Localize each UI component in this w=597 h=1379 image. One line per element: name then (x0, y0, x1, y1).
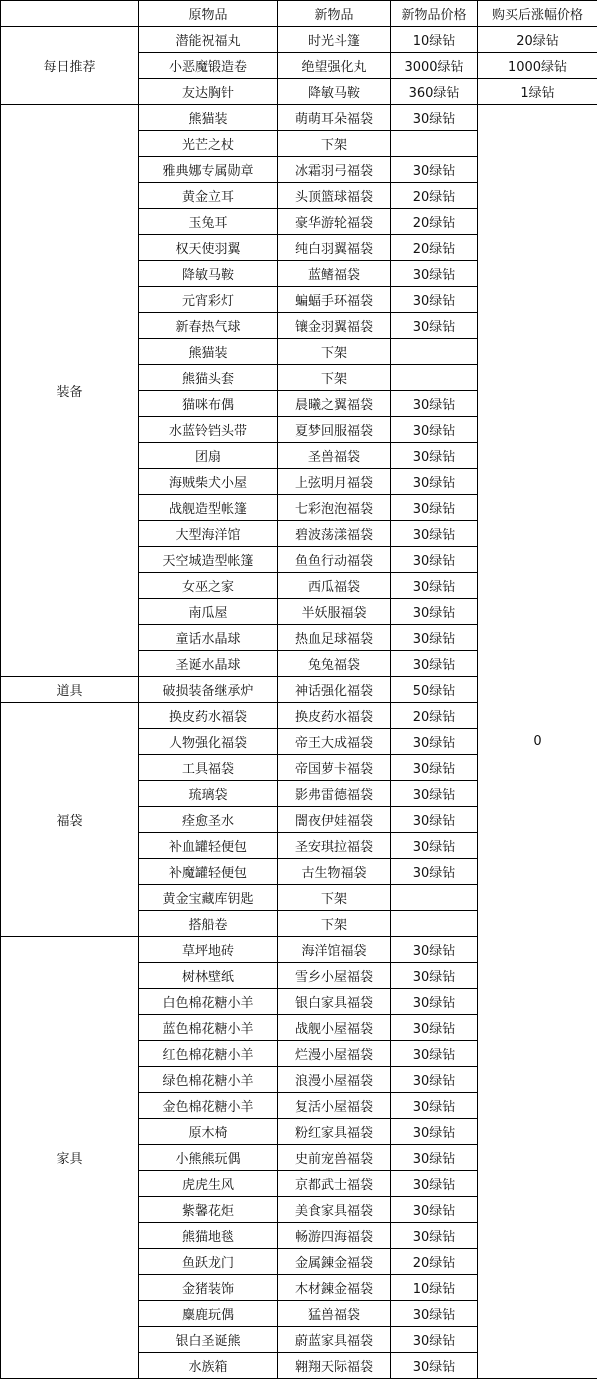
original-item-cell: 搭船卷 (139, 911, 278, 937)
new-price-cell: 10绿钻 (391, 1275, 478, 1301)
new-price-cell (391, 365, 478, 391)
new-price-cell: 30绿钻 (391, 287, 478, 313)
new-item-cell: 时光斗篷 (278, 27, 391, 53)
new-item-cell: 碧波荡漾福袋 (278, 521, 391, 547)
original-item-cell: 琉璃袋 (139, 781, 278, 807)
new-price-cell: 30绿钻 (391, 937, 478, 963)
table-body (1, 27, 597, 1379)
original-item-cell: 紫馨花炬 (139, 1197, 278, 1223)
new-item-cell: 战舰小屋福袋 (278, 1015, 391, 1041)
original-item-cell: 补血罐轻便包 (139, 833, 278, 859)
new-price-cell: 3000绿钻 (391, 53, 478, 79)
original-item-cell: 草坪地砖 (139, 937, 278, 963)
original-item-cell: 水族箱 (139, 1353, 278, 1379)
new-item-cell: 热血足球福袋 (278, 625, 391, 651)
new-item-cell: 畅游四海福袋 (278, 1223, 391, 1249)
category-cell: 道具 (1, 677, 139, 703)
new-item-cell: 烂漫小屋福袋 (278, 1041, 391, 1067)
original-item-cell: 小恶魔锻造卷 (139, 53, 278, 79)
new-item-cell: 萌萌耳朵福袋 (278, 105, 391, 131)
original-item-cell: 原木椅 (139, 1119, 278, 1145)
new-price-cell: 30绿钻 (391, 963, 478, 989)
new-item-cell: 下架 (278, 339, 391, 365)
new-item-cell: 纯白羽翼福袋 (278, 235, 391, 261)
new-price-cell: 30绿钻 (391, 1171, 478, 1197)
original-item-cell: 工具福袋 (139, 755, 278, 781)
new-price-cell: 30绿钻 (391, 261, 478, 287)
original-item-cell: 女巫之家 (139, 573, 278, 599)
price-after-rise-cell: 1000绿钻 (478, 53, 597, 79)
original-item-cell: 团扇 (139, 443, 278, 469)
original-item-cell: 金猪装饰 (139, 1275, 278, 1301)
new-item-cell: 半妖服福袋 (278, 599, 391, 625)
new-item-cell: 冰霜羽弓福袋 (278, 157, 391, 183)
new-price-cell: 30绿钻 (391, 1301, 478, 1327)
new-item-cell: 绝望强化丸 (278, 53, 391, 79)
original-item-cell: 潜能祝福丸 (139, 27, 278, 53)
original-item-cell: 树林壁纸 (139, 963, 278, 989)
new-item-cell: 兔兔福袋 (278, 651, 391, 677)
new-price-cell: 30绿钻 (391, 1119, 478, 1145)
new-price-cell: 30绿钻 (391, 1223, 478, 1249)
new-price-cell: 30绿钻 (391, 651, 478, 677)
new-item-cell: 京都武士福袋 (278, 1171, 391, 1197)
new-item-cell: 下架 (278, 911, 391, 937)
original-item-cell: 补魔罐轻便包 (139, 859, 278, 885)
new-item-cell: 闇夜伊娃福袋 (278, 807, 391, 833)
original-item-cell: 小熊熊玩偶 (139, 1145, 278, 1171)
new-price-cell: 30绿钻 (391, 729, 478, 755)
new-price-cell: 360绿钻 (391, 79, 478, 105)
original-item-cell: 熊猫地毯 (139, 1223, 278, 1249)
table-row (1, 105, 597, 131)
original-item-cell: 战舰造型帐篷 (139, 495, 278, 521)
original-item-cell: 换皮药水福袋 (139, 703, 278, 729)
new-item-cell: 木材錬金福袋 (278, 1275, 391, 1301)
new-item-cell: 翱翔天际福袋 (278, 1353, 391, 1379)
header-row (1, 1, 597, 27)
new-item-cell: 金属錬金福袋 (278, 1249, 391, 1275)
new-price-cell: 30绿钻 (391, 443, 478, 469)
new-price-cell: 20绿钻 (391, 183, 478, 209)
new-item-cell: 银白家具福袋 (278, 989, 391, 1015)
new-item-cell: 帝王大成福袋 (278, 729, 391, 755)
new-item-cell: 下架 (278, 885, 391, 911)
original-item-cell: 鱼跃龙门 (139, 1249, 278, 1275)
new-item-cell: 镶金羽翼福袋 (278, 313, 391, 339)
original-item-cell: 熊猫装 (139, 339, 278, 365)
original-item-cell: 虎虎生风 (139, 1171, 278, 1197)
original-item-cell: 元宵彩灯 (139, 287, 278, 313)
original-item-cell: 熊猫头套 (139, 365, 278, 391)
new-price-cell: 30绿钻 (391, 599, 478, 625)
new-price-cell: 30绿钻 (391, 391, 478, 417)
original-item-cell: 天空城造型帐篷 (139, 547, 278, 573)
category-cell: 家具 (1, 937, 139, 1379)
new-item-cell: 猛兽福袋 (278, 1301, 391, 1327)
new-price-cell: 30绿钻 (391, 495, 478, 521)
new-price-cell (391, 911, 478, 937)
original-item-cell: 蓝色棉花糖小羊 (139, 1015, 278, 1041)
new-price-cell: 30绿钻 (391, 1145, 478, 1171)
original-item-cell: 黄金宝藏库钥匙 (139, 885, 278, 911)
original-item-cell: 大型海洋馆 (139, 521, 278, 547)
original-item-cell: 水蓝铃铛头带 (139, 417, 278, 443)
new-item-cell: 帝国萝卡福袋 (278, 755, 391, 781)
original-item-cell: 南瓜屋 (139, 599, 278, 625)
new-price-cell (391, 339, 478, 365)
price-after-rise-shared-cell: 0 (478, 105, 597, 1379)
new-item-cell: 神话强化福袋 (278, 677, 391, 703)
new-price-cell: 30绿钻 (391, 1197, 478, 1223)
original-item-cell: 雅典娜专属勋章 (139, 157, 278, 183)
new-item-cell: 晨曦之翼福袋 (278, 391, 391, 417)
new-item-cell: 蝙蝠手环福袋 (278, 287, 391, 313)
original-item-cell: 红色棉花糖小羊 (139, 1041, 278, 1067)
new-item-cell: 浪漫小屋福袋 (278, 1067, 391, 1093)
new-price-cell: 30绿钻 (391, 833, 478, 859)
new-item-cell: 七彩泡泡福袋 (278, 495, 391, 521)
original-item-cell: 麋鹿玩偶 (139, 1301, 278, 1327)
original-item-cell: 友达胸针 (139, 79, 278, 105)
new-price-cell: 50绿钻 (391, 677, 478, 703)
new-item-cell: 粉红家具福袋 (278, 1119, 391, 1145)
original-item-cell: 圣诞水晶球 (139, 651, 278, 677)
original-item-cell: 白色棉花糖小羊 (139, 989, 278, 1015)
new-item-cell: 史前宠兽福袋 (278, 1145, 391, 1171)
new-item-cell: 复活小屋福袋 (278, 1093, 391, 1119)
new-price-cell: 30绿钻 (391, 521, 478, 547)
original-item-cell: 痊愈圣水 (139, 807, 278, 833)
original-item-cell: 海贼柴犬小屋 (139, 469, 278, 495)
new-price-cell: 30绿钻 (391, 547, 478, 573)
new-price-cell: 30绿钻 (391, 1093, 478, 1119)
new-price-cell: 30绿钻 (391, 1353, 478, 1379)
header-new-item: 新物品 (278, 1, 391, 27)
original-item-cell: 新春热气球 (139, 313, 278, 339)
new-price-cell: 20绿钻 (391, 209, 478, 235)
new-item-cell: 夏梦回服福袋 (278, 417, 391, 443)
header-original-item: 原物品 (139, 1, 278, 27)
new-price-cell: 30绿钻 (391, 417, 478, 443)
original-item-cell: 熊猫装 (139, 105, 278, 131)
original-item-cell: 权天使羽翼 (139, 235, 278, 261)
new-item-cell: 雪乡小屋福袋 (278, 963, 391, 989)
new-item-cell: 圣兽福袋 (278, 443, 391, 469)
new-item-cell: 圣安琪拉福袋 (278, 833, 391, 859)
new-price-cell: 30绿钻 (391, 807, 478, 833)
new-item-cell: 蔚蓝家具福袋 (278, 1327, 391, 1353)
category-cell: 装备 (1, 105, 139, 677)
original-item-cell: 降敏马鞍 (139, 261, 278, 287)
new-price-cell: 30绿钻 (391, 755, 478, 781)
new-price-cell: 30绿钻 (391, 469, 478, 495)
original-item-cell: 光芒之杖 (139, 131, 278, 157)
new-price-cell: 20绿钻 (391, 703, 478, 729)
new-price-cell: 30绿钻 (391, 781, 478, 807)
new-price-cell: 30绿钻 (391, 625, 478, 651)
new-price-cell (391, 131, 478, 157)
new-item-cell: 上弦明月福袋 (278, 469, 391, 495)
original-item-cell: 人物强化福袋 (139, 729, 278, 755)
new-item-cell: 蓝鳍福袋 (278, 261, 391, 287)
new-price-cell: 30绿钻 (391, 157, 478, 183)
original-item-cell: 童话水晶球 (139, 625, 278, 651)
table-row (1, 27, 597, 53)
original-item-cell: 银白圣诞熊 (139, 1327, 278, 1353)
new-item-cell: 海洋馆福袋 (278, 937, 391, 963)
new-price-cell: 30绿钻 (391, 989, 478, 1015)
new-price-cell: 30绿钻 (391, 859, 478, 885)
new-price-cell: 20绿钻 (391, 235, 478, 261)
header-new-item-price: 新物品价格 (391, 1, 478, 27)
new-item-cell: 西瓜福袋 (278, 573, 391, 599)
original-item-cell: 金色棉花糖小羊 (139, 1093, 278, 1119)
new-price-cell: 30绿钻 (391, 313, 478, 339)
new-item-cell: 豪华游轮福袋 (278, 209, 391, 235)
new-price-cell: 30绿钻 (391, 1327, 478, 1353)
price-after-rise-cell: 20绿钻 (478, 27, 597, 53)
new-item-cell: 降敏马鞍 (278, 79, 391, 105)
new-price-cell: 30绿钻 (391, 1015, 478, 1041)
new-price-cell (391, 885, 478, 911)
new-item-cell: 影弗雷德福袋 (278, 781, 391, 807)
original-item-cell: 绿色棉花糖小羊 (139, 1067, 278, 1093)
new-price-cell: 30绿钻 (391, 1041, 478, 1067)
category-cell: 福袋 (1, 703, 139, 937)
header-category (1, 1, 139, 27)
new-item-cell: 下架 (278, 131, 391, 157)
new-price-cell: 30绿钻 (391, 105, 478, 131)
new-item-cell: 美食家具福袋 (278, 1197, 391, 1223)
new-price-cell: 20绿钻 (391, 1249, 478, 1275)
new-price-cell: 30绿钻 (391, 1067, 478, 1093)
new-item-cell: 古生物福袋 (278, 859, 391, 885)
new-item-cell: 下架 (278, 365, 391, 391)
header-price-after-rise: 购买后涨幅价格 (478, 1, 597, 27)
new-price-cell: 30绿钻 (391, 573, 478, 599)
category-cell: 每日推荐 (1, 27, 139, 105)
new-item-cell: 换皮药水福袋 (278, 703, 391, 729)
new-item-cell: 头顶篮球福袋 (278, 183, 391, 209)
original-item-cell: 破损装备继承炉 (139, 677, 278, 703)
original-item-cell: 黄金立耳 (139, 183, 278, 209)
original-item-cell: 猫咪布偶 (139, 391, 278, 417)
new-item-cell: 鱼鱼行动福袋 (278, 547, 391, 573)
original-item-cell: 玉兔耳 (139, 209, 278, 235)
price-after-rise-cell: 1绿钻 (478, 79, 597, 105)
new-price-cell: 10绿钻 (391, 27, 478, 53)
